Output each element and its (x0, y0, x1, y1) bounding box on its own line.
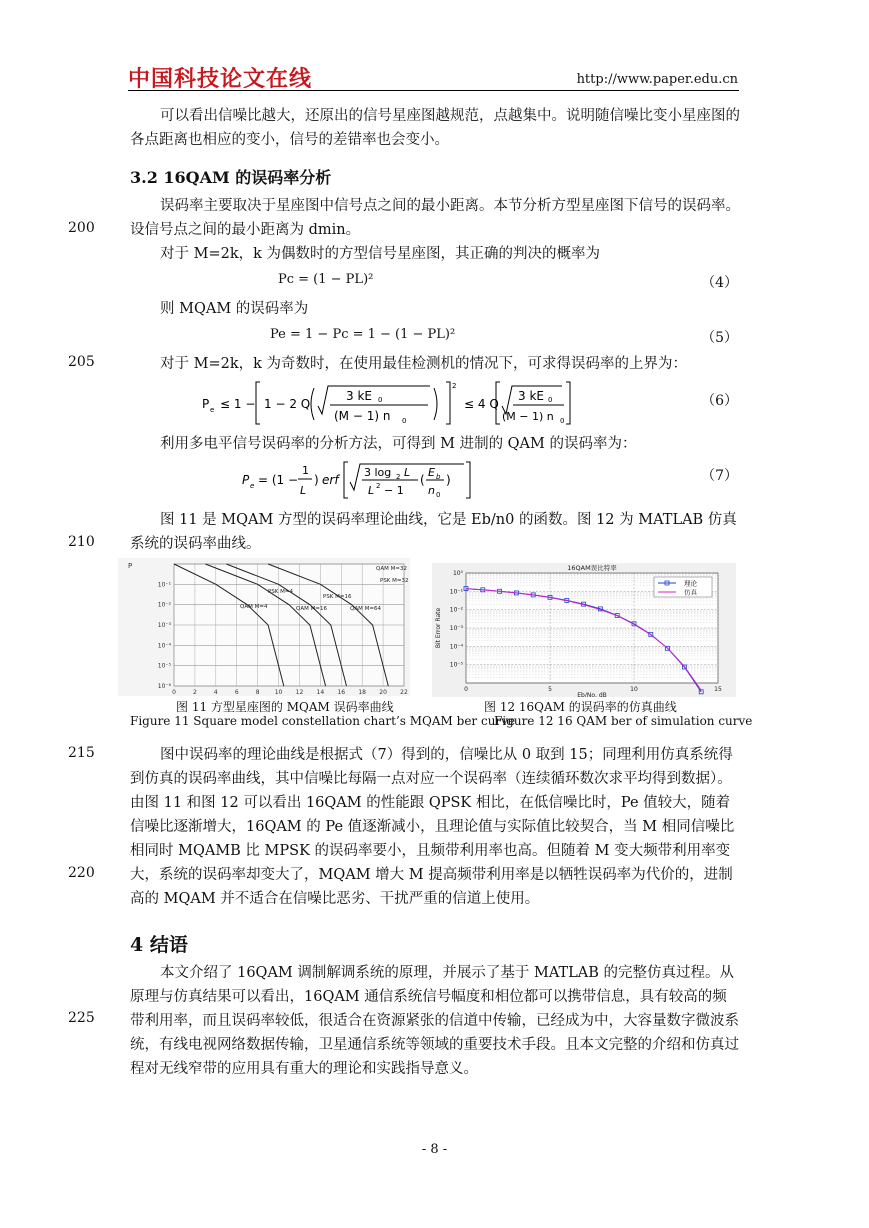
svg-text:(M − 1) n: (M − 1) n (502, 410, 554, 423)
svg-text:): ) (314, 473, 319, 487)
figure-12-legend-label: 仿真 (684, 588, 697, 597)
paragraph-4: 则 MQAM 的误码率为 (160, 301, 309, 317)
figure-11-curve-label: QAM M=32 (376, 566, 407, 572)
svg-text:L: L (404, 466, 411, 479)
figure-11-x-tick: 6 (234, 689, 239, 696)
equation-6-number: （6） (701, 393, 738, 409)
section-4-heading: 4 结语 (130, 934, 188, 956)
figure-12-legend (654, 577, 712, 597)
svg-text:E: E (428, 466, 435, 479)
figure-11-chart (118, 558, 410, 696)
figure-11-y-tick: 10⁻⁴ (157, 642, 171, 650)
svg-text:(: ( (420, 473, 425, 487)
svg-text:≤ 1 −: ≤ 1 − (220, 397, 256, 411)
figure-12-x-tick: 0 (464, 686, 468, 693)
figure-11-y-tick: 10⁻² (157, 601, 171, 609)
figure-11-x-tick: 4 (213, 689, 218, 696)
section-3-2-heading: 3.2 16QAM 的误码率分析 (130, 168, 332, 187)
svg-text:L: L (300, 484, 307, 497)
figure-12-y-tick: 10⁰ (452, 570, 463, 577)
svg-text:P: P (242, 473, 250, 487)
figure-11-curve-label: PSK M=32 (380, 578, 409, 584)
figure-11-y-label: P (128, 562, 133, 570)
figure-12-y-tick: 10⁻¹ (449, 588, 463, 596)
paragraph-5: 对于 M=2k，k 为奇数时，在使用最佳检测机的情况下，可求得误码率的上界为： (160, 356, 688, 372)
svg-text:e: e (250, 482, 255, 490)
figure-12-y-tick: 10⁻⁵ (449, 661, 463, 669)
line-number: 210 (68, 534, 95, 550)
svg-text:− 1: − 1 (384, 484, 404, 497)
svg-text:0: 0 (402, 417, 407, 425)
svg-text:≤ 4 Q: ≤ 4 Q (464, 397, 499, 411)
line-number: 205 (68, 354, 95, 370)
figure-12-caption-cn: 图 12 16QAM 的误码率的仿真曲线 (484, 700, 677, 714)
figure-11-caption-cn: 图 11 方型星座图的 MQAM 误码率曲线 (176, 700, 394, 714)
figure-11-x-tick: 18 (358, 689, 367, 696)
equation-4: Pc = (1 − PL)² (278, 272, 374, 287)
paragraph-3: 对于 M=2k，k 为偶数时的方型信号星座图，其正确的判决的概率为 (160, 246, 601, 262)
figure-12-title: 16QAM误比特率 (567, 564, 617, 572)
figure-12-legend-label: 理论 (684, 579, 697, 588)
page-number: - 8 - (421, 1142, 448, 1157)
svg-text:3 kE: 3 kE (346, 389, 372, 403)
line-number: 200 (68, 220, 95, 236)
figure-11-caption-en: Figure 11 Square model constellation chart’s MQAM ber curve (130, 714, 516, 728)
figure-12-x-label: Eb/No, dB (577, 692, 607, 697)
line-number: 215 (68, 745, 95, 761)
paragraph-1: 可以看出信噪比越大，还原出的信号星座图越规范，点越集中。说明随信噪比变小星座图的各点距离也相应的变小，信号的差错率也会变小。 (130, 108, 740, 148)
figure-11-curve-label: QAM M=16 (296, 606, 327, 612)
paragraph-8: 图中误码率的理论曲线是根据式（7）得到的，信噪比从 0 取到 15；同理利用仿真系统得到仿真的误码率曲线，其中信噪比每隔一点对应一个误码率（连续循环数次求平均得到数据）。由图 11 和图 12 可以看出 16QAM 的性能跟 QPSK 相比，在低信噪比时，Pe 值较大，随着信噪比逐渐增大，16QAM 的 Pe 值逐渐减小，且理论值与实际值比较契合，当 M 相同信噪比相同时 MQAMB 比 MPSK 的误码率要小，且频带利用率也高。但随着 M 变大频带利用率变大，系统的误码率却变大了，MQAM 增大 M 提高频带利用率是以牺牲误码率为代价的，进制高的 MQAM 并不适合在信噪比恶劣、干扰严重的信道上使用。 (130, 747, 735, 907)
figure-12-x-tick: 10 (630, 686, 638, 693)
equation-4-number: （4） (701, 275, 738, 291)
figure-12-x-tick: 5 (548, 686, 552, 693)
equation-5-number: （5） (701, 330, 738, 346)
journal-logo: 中国科技论文在线 (128, 67, 313, 92)
figure-11-x-tick: 8 (255, 689, 260, 696)
svg-text:(M − 1) n: (M − 1) n (334, 409, 391, 423)
figure-12-y-label: Bit Error Rate (435, 607, 442, 649)
paragraph-9: 本文介绍了 16QAM 调制解调系统的原理，并展示了基于 MATLAB 的完整仿真过程。从原理与仿真结果可以看出，16QAM 通信系统信号幅度和相位都可以携带信息，具有较高的频带利用率，而且误码率较低，很适合在资源紧张的信道中传输，已经成为中，大容量数字微波系统，有线电视网络数据传输，卫星通信系统等领域的重要技术手段。且本文完整的介绍和仿真过程对无线窄带的应用具有重大的理论和实践指导意义。 (130, 965, 739, 1077)
paragraph-7: 图 11 是 MQAM 方型的误码率理论曲线，它是 Eb/n0 的函数。图 12 为 MATLAB 仿真系统的误码率曲线。 (130, 512, 737, 552)
equation-7 (238, 458, 478, 502)
svg-text:0: 0 (548, 396, 553, 404)
equation-7-number: （7） (701, 468, 738, 484)
svg-text:= (1 −: = (1 − (258, 473, 299, 487)
svg-text:0: 0 (560, 417, 565, 425)
figure-11-curve-label: QAM M=64 (350, 606, 381, 612)
figure-11-curve-label: PSK M=16 (323, 594, 352, 600)
figure-11-x-tick: 10 (274, 689, 283, 696)
svg-text:erf: erf (322, 473, 339, 487)
svg-text:2: 2 (452, 382, 457, 390)
line-number: 220 (68, 865, 95, 881)
figure-11-x-tick: 22 (400, 689, 408, 696)
figure-11-curve-label: QAM M=4 (240, 604, 268, 610)
figure-11-y-tick: 10⁻⁶ (157, 683, 171, 690)
svg-text:3 log: 3 log (364, 466, 392, 479)
figure-12-x-tick: 15 (714, 686, 722, 693)
figure-11-x-tick: 14 (316, 689, 325, 696)
figure-12-caption-en: Figure 12 16 QAM ber of simulation curve (494, 714, 753, 728)
figure-11-y-tick: 10⁻⁵ (157, 662, 171, 670)
paragraph-2: 误码率主要取决于星座图中信号点之间的最小距离。本节分析方型星座图下信号的误码率。设信号点之间的最小距离为 dmin。 (130, 198, 740, 238)
figure-11-y-tick: 10⁻¹ (157, 581, 171, 589)
svg-text:b: b (436, 473, 441, 481)
figure-11-x-tick: 2 (192, 689, 197, 696)
equation-6 (196, 378, 576, 430)
figure-12-y-tick: 10⁻³ (449, 625, 463, 632)
svg-text:2: 2 (376, 482, 381, 490)
svg-text:): ) (446, 473, 451, 487)
svg-text:1 − 2 Q: 1 − 2 Q (264, 397, 311, 411)
figure-11-curve-label: PSK M=4 (268, 589, 294, 595)
figure-12-chart (432, 563, 736, 697)
figure-12-y-tick: 10⁻² (449, 606, 463, 614)
figure-11-x-tick: 12 (295, 689, 304, 696)
equation-5: Pe = 1 − Pc = 1 − (1 − PL)² (270, 327, 456, 342)
figure-11-x-tick: 20 (379, 689, 387, 696)
figure-11-y-tick: 10⁻³ (157, 622, 171, 629)
svg-text:1: 1 (302, 464, 309, 477)
svg-text:n: n (428, 484, 435, 497)
svg-text:P: P (202, 397, 210, 411)
svg-text:0: 0 (436, 491, 441, 499)
figure-11-x-tick: 0 (172, 689, 176, 696)
svg-text:e: e (210, 406, 215, 414)
paragraph-6: 利用多电平信号误码率的分析方法，可得到 M 进制的 QAM 的误码率为： (160, 436, 637, 452)
figure-11-x-tick: 16 (337, 689, 346, 696)
svg-text:L: L (368, 484, 375, 497)
figure-12-y-tick: 10⁻⁴ (449, 643, 463, 651)
header-rule (128, 90, 739, 91)
svg-text:3 kE: 3 kE (518, 389, 544, 403)
svg-text:0: 0 (378, 396, 383, 404)
svg-text:2: 2 (396, 473, 401, 481)
line-number: 225 (68, 1010, 95, 1026)
header-url[interactable]: http://www.paper.edu.cn (576, 72, 738, 87)
